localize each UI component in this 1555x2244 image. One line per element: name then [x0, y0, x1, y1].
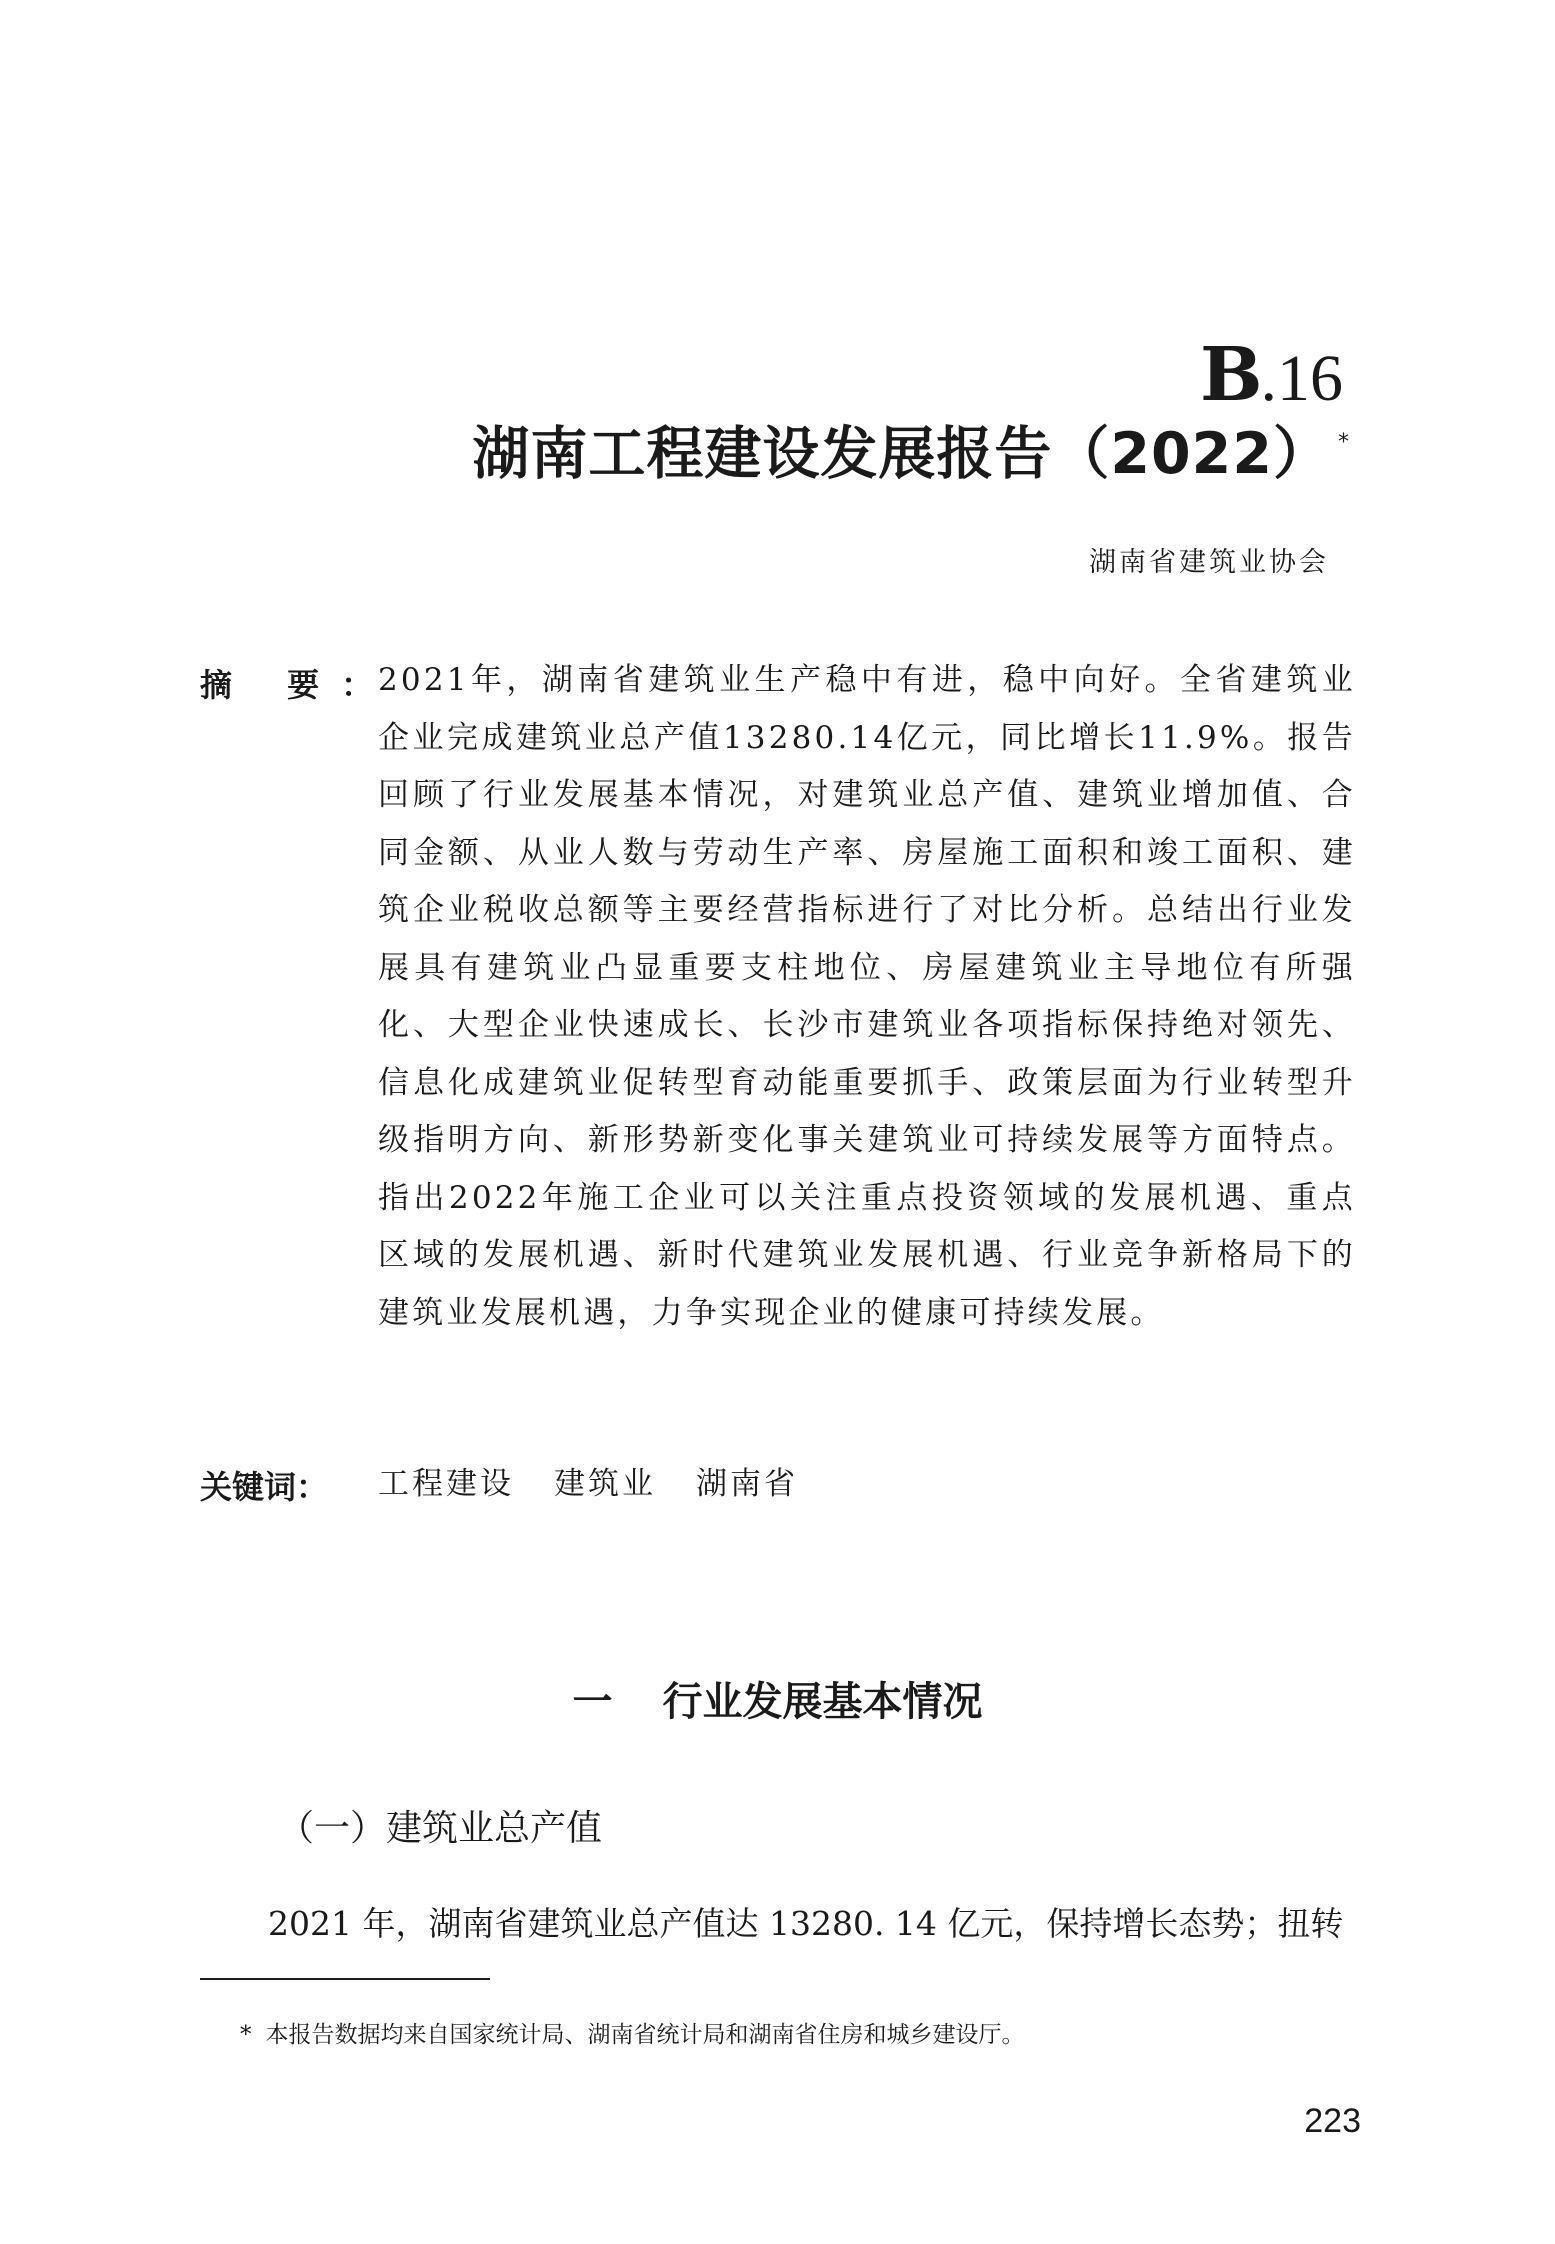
abstract-text: 2021年，湖南省建筑业生产稳中有进，稳中向好。全省建筑业企业完成建筑业总产值13280.14亿元，同比增长11.9%。报告回顾了行业发展基本情况，对建筑业总产值、建筑业增加值、合同金额、从业人数与劳动生产率、房屋施工面积和竣工面积、建筑企业税收总额等主要经营指标进行了对比分析。总结出行业发展具有建筑业凸显重要支柱地位、房屋建筑业主导地位有所强化、大型企业快速成长、长沙市建筑业各项指标保持绝对领先、信息化成建筑业促转型育动能重要抓手、政策层面为行业转型升级指明方向、新形势新变化事关建筑业可持续发展等方面特点。指出2022年施工企业可以关注重点投资领域的发展机遇、重点区域的发展机遇、新时代建筑业发展机遇、行业竞争新格局下的建筑业发展机遇，力争实现企业的健康可持续发展。	[378, 662, 1356, 1331]
footnote-text: 本报告数据均来自国家统计局、湖南省统计局和湖南省住房和城乡建设厅。	[265, 2022, 1025, 2048]
chapter-code-number: .16	[1260, 342, 1343, 415]
footnote	[240, 2016, 1025, 2049]
keywords-label: 关键词：	[200, 1468, 329, 1506]
keyword: 湖南省	[696, 1466, 798, 1502]
subsection-heading: （一）建筑业总产值	[278, 1808, 603, 1849]
section-number: 一	[572, 1679, 613, 1725]
title-footnote-mark: *	[1338, 430, 1349, 455]
keyword: 工程建设	[378, 1466, 514, 1502]
chapter-code-letter: B	[1199, 332, 1261, 418]
page-number: 223	[1304, 2102, 1361, 2140]
footnote-divider	[200, 1978, 490, 1980]
chapter-code	[1199, 332, 1343, 418]
section-title: 行业发展基本情况	[662, 1679, 983, 1725]
keyword: 建筑业	[554, 1466, 656, 1502]
abstract-label: 摘 要：	[200, 666, 396, 704]
author: 湖南省建筑业协会	[1089, 547, 1329, 578]
keywords-list	[378, 1458, 798, 1503]
body-paragraph: 2021 年，湖南省建筑业总产值达 13280. 14 亿元，保持增长态势；扭转	[268, 1904, 1344, 1943]
section-heading	[0, 1670, 1555, 1727]
footnote-mark: *	[240, 2022, 252, 2048]
chapter-title: 湖南工程建设发展报告（2022）	[472, 421, 1331, 487]
